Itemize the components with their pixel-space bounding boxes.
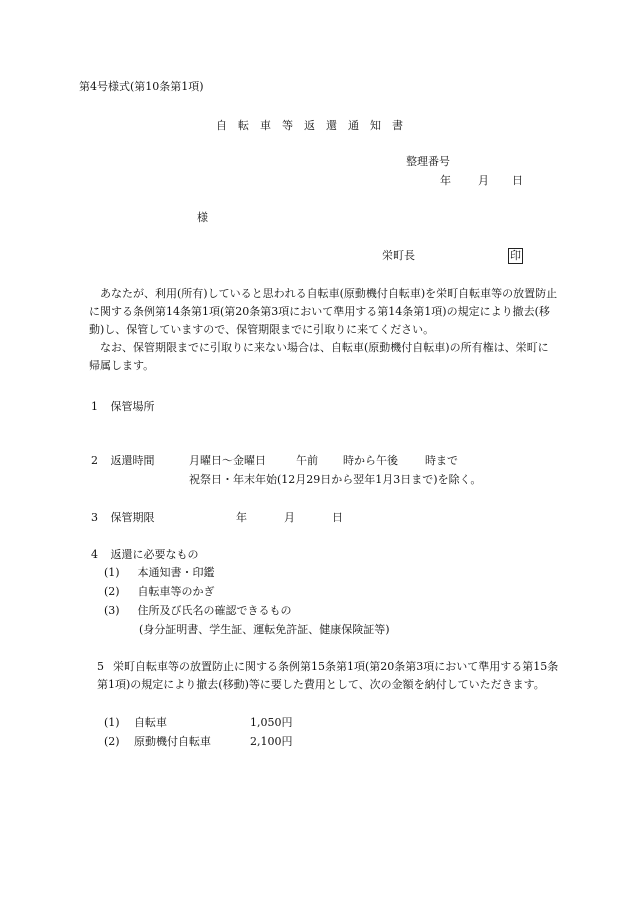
item-2 (91, 454, 155, 468)
item-4-subitem-text: 自転車等のかぎ (137, 585, 215, 598)
body-paragraph-2: なお、保管期限までに引取りに来ない場合は、自転車(原動機付自転車)の所有権は、栄町に帰属します。 (89, 341, 549, 372)
item-2-until: 時まで (425, 454, 458, 467)
item-1-number: 1 (91, 400, 98, 413)
item-2-from: 時から午後 (343, 454, 398, 467)
item-4-subitem (104, 566, 215, 580)
document-title: 自転車等返還通知書 (216, 119, 414, 132)
item-3-number: 3 (91, 511, 98, 524)
date-day: 日 (512, 174, 523, 187)
fee-num: (1) (104, 716, 120, 729)
item-2-number: 2 (91, 454, 98, 467)
seal-box: 印 (510, 249, 521, 262)
fee-amount: 2,100円 (250, 735, 293, 748)
item-2-exclusion: 祝祭日・年末年始(12月29日から翌年1月3日まで)を除く。 (189, 473, 482, 486)
management-number-label: 整理番号 (406, 155, 450, 168)
item-5-number: 5 (97, 660, 104, 673)
item-4-subitem-text: 住所及び氏名の確認できるもの (137, 604, 292, 617)
item-2-label: 返還時間 (110, 454, 155, 467)
item-4-subitem (104, 585, 215, 599)
date-year: 年 (440, 174, 451, 187)
item-4-subitem (104, 604, 292, 618)
item-4-subitem-num: (3) (104, 604, 120, 617)
item-4-number: 4 (91, 548, 98, 561)
issuer-name: 栄町長 (382, 249, 415, 262)
addressee-suffix: 様 (197, 211, 208, 224)
item-4-label: 返還に必要なもの (110, 548, 199, 561)
item-4-subitem-num: (2) (104, 585, 120, 598)
item-4-subitem-num: (1) (104, 566, 120, 579)
fee-label: 自転車 (134, 716, 167, 729)
fee-amount: 1,050円 (250, 716, 293, 729)
item-3-month: 月 (284, 511, 295, 524)
item-1 (91, 400, 155, 414)
fee-num: (2) (104, 735, 120, 748)
item-3 (91, 511, 155, 525)
item-3-year: 年 (236, 511, 247, 524)
item-4-note: (身分証明書、学生証、運転免許証、健康保険証等) (139, 623, 390, 636)
item-2-days: 月曜日～金曜日 (189, 454, 266, 467)
item-5 (97, 658, 562, 694)
fee-row (104, 716, 293, 730)
item-3-day: 日 (332, 511, 343, 524)
item-5-text: 栄町自転車等の放置防止に関する条例第15条第1項(第20条第3項において準用する第15条第1項)の規定により撤去(移動)等に要した費用として、次の金額を納付していただきます。 (97, 660, 559, 691)
form-number: 第4号様式(第10条第1項) (79, 80, 204, 93)
item-4 (91, 548, 199, 562)
item-4-subitem-text: 本通知書・印鑑 (137, 566, 215, 579)
item-1-label: 保管場所 (110, 400, 155, 413)
date-month: 月 (478, 174, 489, 187)
item-2-am: 午前 (296, 454, 318, 467)
item-3-label: 保管期限 (110, 511, 155, 524)
body-paragraph-1: あなたが、利用(所有)していると思われる自転車(原動機付自転車)を栄町自転車等の放置防止に関する条例第14条第1項(第20条第3項において準用する第14条第1項)の規定により撤去(移動)し、保管していますので、保管期限までに引取りに来てください。 (89, 287, 558, 336)
fee-row (104, 735, 293, 749)
fee-label: 原動機付自転車 (134, 735, 211, 748)
